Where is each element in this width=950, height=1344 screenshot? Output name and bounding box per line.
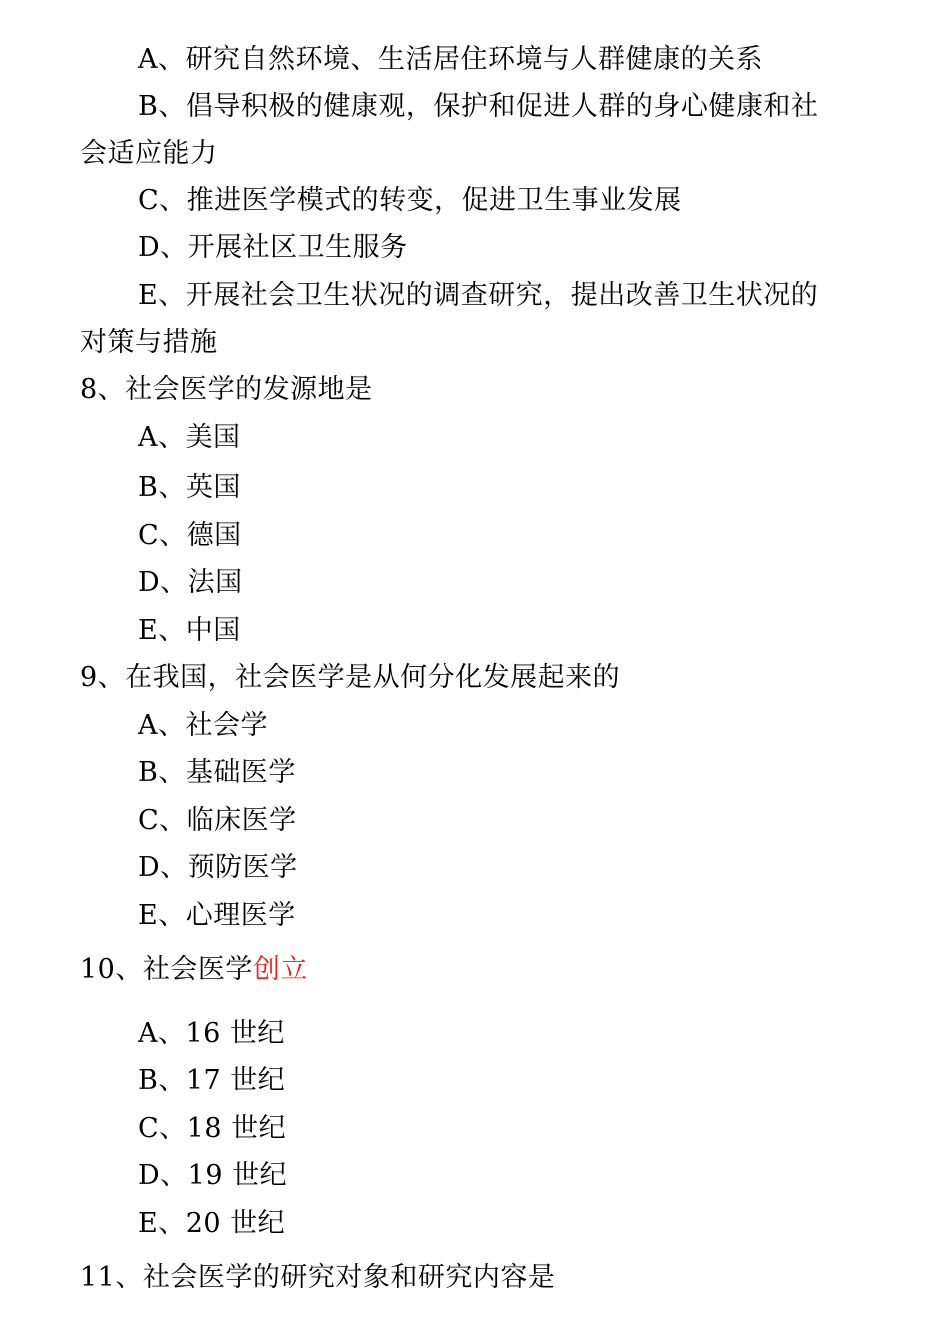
q10-option-b: B、17 世纪	[138, 1065, 286, 1096]
q8-option-e: E、中国	[138, 615, 241, 646]
q7-option-b-line2: 会适应能力	[80, 138, 218, 169]
q8-option-b: B、英国	[138, 472, 241, 503]
q7-option-e-line2: 对策与措施	[80, 327, 218, 358]
q9-option-c: C、临床医学	[138, 805, 297, 836]
q9-option-b: B、基础医学	[138, 757, 296, 788]
q7-option-b-line1: B、倡导积极的健康观，保护和促进人群的身心健康和社	[138, 91, 819, 122]
q8-option-a: A、美国	[138, 422, 241, 453]
q9-option-d: D、预防医学	[138, 852, 298, 883]
q9-option-a: A、社会学	[138, 710, 268, 741]
q8-option-c: C、德国	[138, 520, 242, 551]
q7-option-c: C、推进医学模式的转变，促进卫生事业发展	[138, 185, 682, 216]
q10-stem-highlight: 创立	[252, 954, 308, 985]
q9-stem: 9、在我国，社会医学是从何分化发展起来的	[80, 662, 621, 693]
q8-option-d: D、法国	[138, 567, 243, 598]
q10-stem-text: 10、社会医学	[80, 954, 253, 985]
q11-stem: 11、社会医学的研究对象和研究内容是	[80, 1262, 556, 1293]
q10-option-e: E、20 世纪	[138, 1208, 286, 1239]
q7-option-e-line1: E、开展社会卫生状况的调查研究，提出改善卫生状况的	[138, 280, 819, 311]
q7-option-a: A、研究自然环境、生活居住环境与人群健康的关系	[138, 44, 763, 75]
q10-option-c: C、18 世纪	[138, 1113, 287, 1144]
q9-option-e: E、心理医学	[138, 900, 296, 931]
q8-stem: 8、社会医学的发源地是	[80, 374, 373, 405]
q10-option-d: D、19 世纪	[138, 1160, 288, 1191]
q7-option-d: D、开展社区卫生服务	[138, 232, 408, 263]
q10-option-a: A、16 世纪	[138, 1018, 285, 1049]
q10-stem	[80, 950, 308, 990]
